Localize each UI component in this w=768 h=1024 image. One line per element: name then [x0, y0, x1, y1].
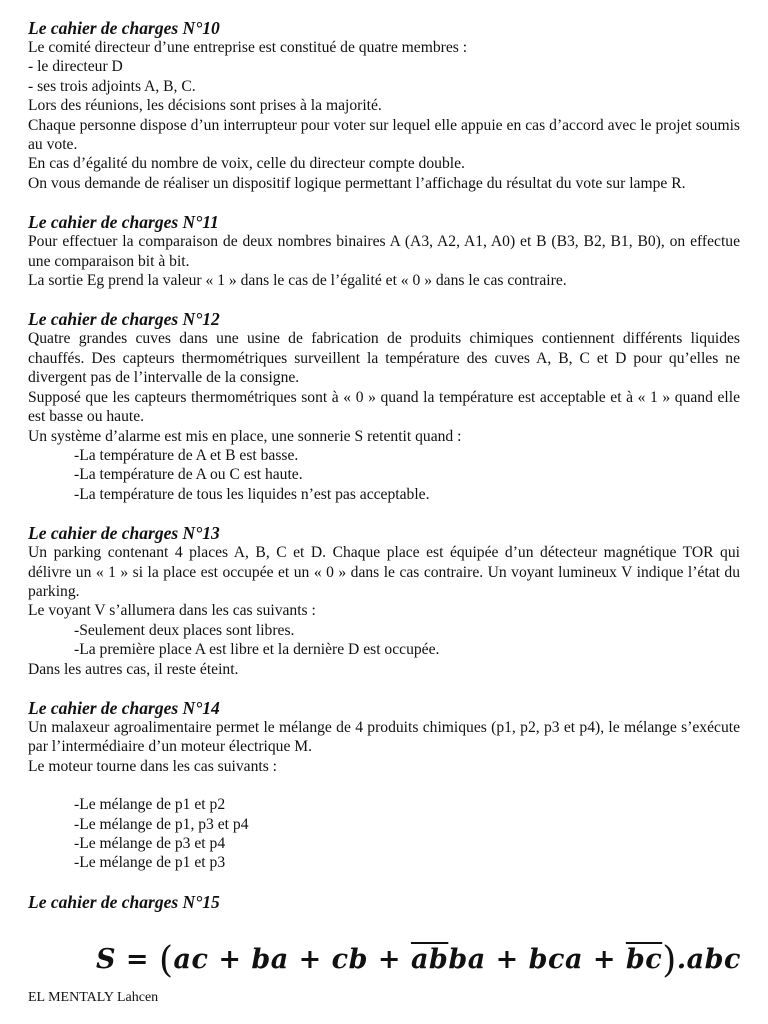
s12-item-2: -La température de A ou C est haute.	[74, 466, 303, 484]
s13-item-2: -La première place A est libre et la dernière D est occupée.	[74, 641, 440, 659]
formula-open-paren: (	[158, 940, 174, 981]
section-10	[28, 18, 740, 193]
formula-term-4-rest: ba	[448, 944, 486, 975]
spacer	[28, 290, 740, 309]
spacer	[28, 873, 740, 892]
spacer	[28, 193, 740, 212]
s10-line-3: - ses trois adjoints A, B, C.	[28, 77, 196, 95]
spacer	[28, 776, 740, 795]
s13-line-2: Le voyant V s’allumera dans les cas suivants :	[28, 602, 316, 620]
section-14	[28, 698, 740, 873]
s12-item-1: -La température de A et B est basse.	[74, 446, 299, 464]
formula-close-paren: )	[662, 940, 677, 981]
s13-line-1: Un parking contenant 4 places A, B, C et D. Chaque place est équipée d’un détecteur magnétique TOR qui délivre un « 1 » si la place est occupée et un « 0 » dans le cas contraire. Un voyant lumineux V indique l’état du parking.	[28, 544, 740, 600]
section-12-title: Le cahier de charges N°12	[28, 309, 220, 330]
s14-item-2: -Le mélange de p1, p3 et p4	[74, 815, 249, 833]
s14-item-4: -Le mélange de p1 et p3	[74, 854, 226, 872]
section-12	[28, 309, 740, 504]
s12-line-1: Quatre grandes cuves dans une usine de fabrication de produits chimiques contiennent différents liquides chauffés. Des capteurs thermométriques surveillent la température des cuves A, B, C et D pour qu’elles ne divergent pas de l’intervalle de la consigne.	[28, 330, 740, 387]
s10-line-7: On vous demande de réaliser un dispositif logique permettant l’affichage du résultat du vote sur lampe R.	[28, 174, 686, 192]
formula-equals: =	[116, 944, 159, 975]
formula-plus-5: +	[582, 944, 626, 975]
section-10-title: Le cahier de charges N°10	[28, 18, 220, 38]
boolean-formula	[96, 940, 741, 981]
s10-line-5: Chaque personne dispose d’un interrupteur pour voter sur lequel elle appuie en cas d’accord avec le projet soumis au vote.	[28, 116, 740, 154]
formula-term-6-overlined: $\overline{bc}$	[625, 944, 663, 975]
s13-item-1: -Seulement deux places sont libres.	[74, 621, 295, 639]
spacer	[28, 504, 740, 523]
section-11	[28, 212, 740, 290]
s10-line-4: Lors des réunions, les décisions sont prises à la majorité.	[28, 97, 382, 115]
s13-closing: Dans les autres cas, il reste éteint.	[28, 660, 239, 678]
s11-line-1: Pour effectuer la comparaison de deux nombres binaires A (A3, A2, A1, A0) et B (B3, B2, B1, B0), on effectue une comparaison bit à bit.	[28, 233, 740, 270]
s12-line-3: Un système d’alarme est mis en place, une sonnerie S retentit quand :	[28, 427, 462, 445]
s14-line-1: Un malaxeur agroalimentaire permet le mélange de 4 produits chimiques (p1, p2, p3 et p4), le mélange s’exécute par l’intermédiaire d’un moteur électrique M.	[28, 718, 740, 756]
s11-line-2: La sortie Eg prend la valeur « 1 » dans le cas de l’égalité et « 0 » dans le cas contraire.	[28, 272, 567, 290]
section-15	[28, 892, 740, 912]
formula-term-1: ac	[173, 944, 209, 975]
formula-plus-3: +	[368, 944, 411, 975]
s10-line-2: - le directeur D	[28, 58, 123, 76]
s10-line-6: En cas d’égalité du nombre de voix, celle du directeur compte double.	[28, 155, 465, 173]
author-footer: EL MENTALY Lahcen	[28, 990, 159, 1005]
formula-dot: .	[676, 944, 687, 975]
formula-tail: abc	[686, 944, 741, 975]
formula-term-5: bca	[528, 944, 583, 975]
formula-lhs: S	[96, 944, 116, 975]
s14-item-3: -Le mélange de p3 et p4	[74, 835, 226, 852]
section-14-title: Le cahier de charges N°14	[28, 697, 220, 718]
formula-term-4-overlined: $\overline{ab}$	[410, 944, 449, 975]
s10-line-1: Le comité directeur d’une entreprise est constitué de quatre membres :	[28, 39, 468, 56]
s14-item-1: -Le mélange de p1 et p2	[74, 796, 226, 814]
formula-term-2: ba	[251, 944, 289, 975]
section-15-title: Le cahier de charges N°15	[28, 891, 220, 912]
formula-plus-2: +	[288, 944, 332, 975]
formula-plus-4: +	[485, 944, 529, 975]
section-11-title: Le cahier de charges N°11	[28, 212, 219, 233]
section-13	[28, 523, 740, 679]
s14-line-2: Le moteur tourne dans les cas suivants :	[28, 757, 278, 775]
s12-line-2: Supposé que les capteurs thermométriques sont à « 0 » quand la température est acceptable et à « 1 » quand elle est basse ou haute.	[28, 388, 740, 426]
formula-plus-1: +	[208, 944, 252, 975]
section-13-title: Le cahier de charges N°13	[28, 523, 220, 544]
s12-item-3: -La température de tous les liquides n’est pas acceptable.	[74, 485, 430, 503]
formula-term-3: cb	[331, 944, 368, 975]
spacer	[28, 679, 740, 698]
